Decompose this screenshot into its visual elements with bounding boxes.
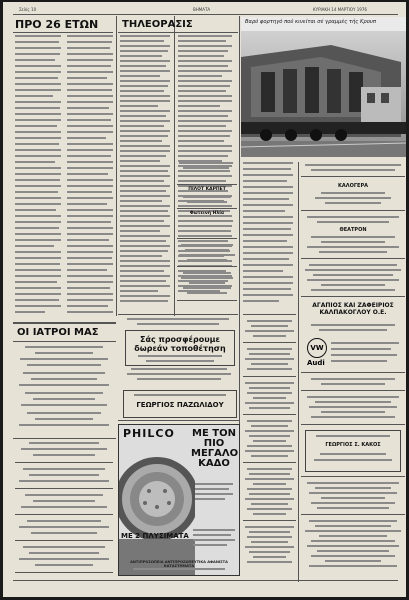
photo-caption: Βαρύ φορτηγό πού κινείται σέ γραμμές τής Κρουπ	[245, 19, 376, 25]
newspaper-name: ΒΗΜΑΤΑ	[193, 7, 211, 12]
freight-train-photo	[241, 17, 406, 157]
small-notice	[177, 162, 237, 182]
section-rule	[13, 32, 113, 33]
philco-ad	[118, 424, 240, 576]
pro26-article-text	[15, 35, 113, 317]
vw-logo: VW	[307, 338, 327, 358]
section-rule	[13, 322, 116, 324]
ad-agapios: ΑΓΑΠΙΟΣ ΚΑΙ ΖΑΦΕΙΡΙΟΣ ΚΑΛΠΑΚΟΓΛΟΥ Ο.Ε.	[312, 302, 394, 317]
section-rule	[13, 438, 116, 439]
header-rule	[13, 14, 398, 15]
section-rule	[118, 32, 238, 33]
ad-fotini: Φωτεινή Ηλία	[189, 211, 225, 216]
tv-listing-col-a	[120, 35, 174, 310]
issue-date: ΚΥΡΙΑΚΗ 14 ΜΑΡΤΙΟΥ 1976	[313, 7, 367, 12]
section-title-iatroi: ΟΙ ΙΑΤΡΟΙ ΜΑΣ	[17, 327, 99, 338]
philco-sub-text	[193, 529, 237, 551]
mid-ads-column	[243, 314, 296, 574]
ad-box-kakos	[305, 430, 401, 472]
ad-pilot-carpet: ΠΙΛΟΤ ΚΑΡΠΕΤ	[188, 187, 226, 192]
section-rule	[13, 341, 116, 342]
ad-georgios-name: ΓΕΩΡΓΙΟΣ ΠΑΖΩΛΙΔΟΥ	[136, 401, 224, 409]
ad-box-georgios	[123, 390, 237, 418]
ad-intro-text	[121, 318, 235, 328]
column-rule	[116, 16, 117, 316]
article-text-col3	[243, 162, 296, 312]
ad-theatron: ΘΕΑΤΡΟΝ	[339, 227, 367, 233]
ad-installation-details	[123, 368, 235, 388]
footer-rule	[13, 580, 398, 581]
philco-body-text	[195, 483, 235, 507]
audi-logo: Audi	[307, 359, 325, 367]
column-rule	[174, 16, 175, 316]
newspaper-page	[3, 2, 406, 597]
right-ads-column	[301, 162, 405, 582]
doctors-listing	[15, 346, 113, 436]
ad-installation-headline: Σάς προσφέρουμε δωρεάν τοποθέτηση	[134, 335, 226, 354]
philco-logo: PHILCO	[123, 427, 175, 440]
small-ads-col	[177, 184, 237, 314]
doctors-listing-lower	[15, 442, 113, 582]
philco-footer: ΑΝΤΙΠΡΟΣΩΠΕΙΑ ΑΝΤΙΠΡΟΣΩΠΕΥΤΙΚΑ ΑΦΑΝΙΣΤΑ ΚΑΤΑΣΤΗΜΑΤΑ	[130, 560, 228, 568]
philco-subheadline: ΜΕ 2 ΠΛΥΣΙΜΑΤΑ	[121, 532, 189, 540]
philco-headline: ΜΕ ΤΟΝ ΠΙΟ ΜΕΓΑΛΟ ΚΑΔΟ	[191, 428, 239, 469]
ad-kakos-name: ΓΕΩΡΓΙΟΣ Σ. ΚΑΚΟΣ	[325, 442, 381, 448]
article-photo	[241, 17, 406, 157]
column-rule	[298, 162, 299, 582]
section-rule	[118, 314, 238, 315]
ad-kalogera: ΚΑΛΟΓΕΡΑ	[338, 183, 368, 189]
section-title-pro26: ΠΡΟ 26 ΕΤΩΝ	[15, 18, 99, 31]
page-number: Σελίς 10	[19, 7, 37, 12]
ad-box-installation	[125, 330, 235, 366]
section-title-tv: ΤΗΛΕΟΡΑΣΙΣ	[122, 19, 193, 30]
section-rule	[118, 420, 239, 421]
